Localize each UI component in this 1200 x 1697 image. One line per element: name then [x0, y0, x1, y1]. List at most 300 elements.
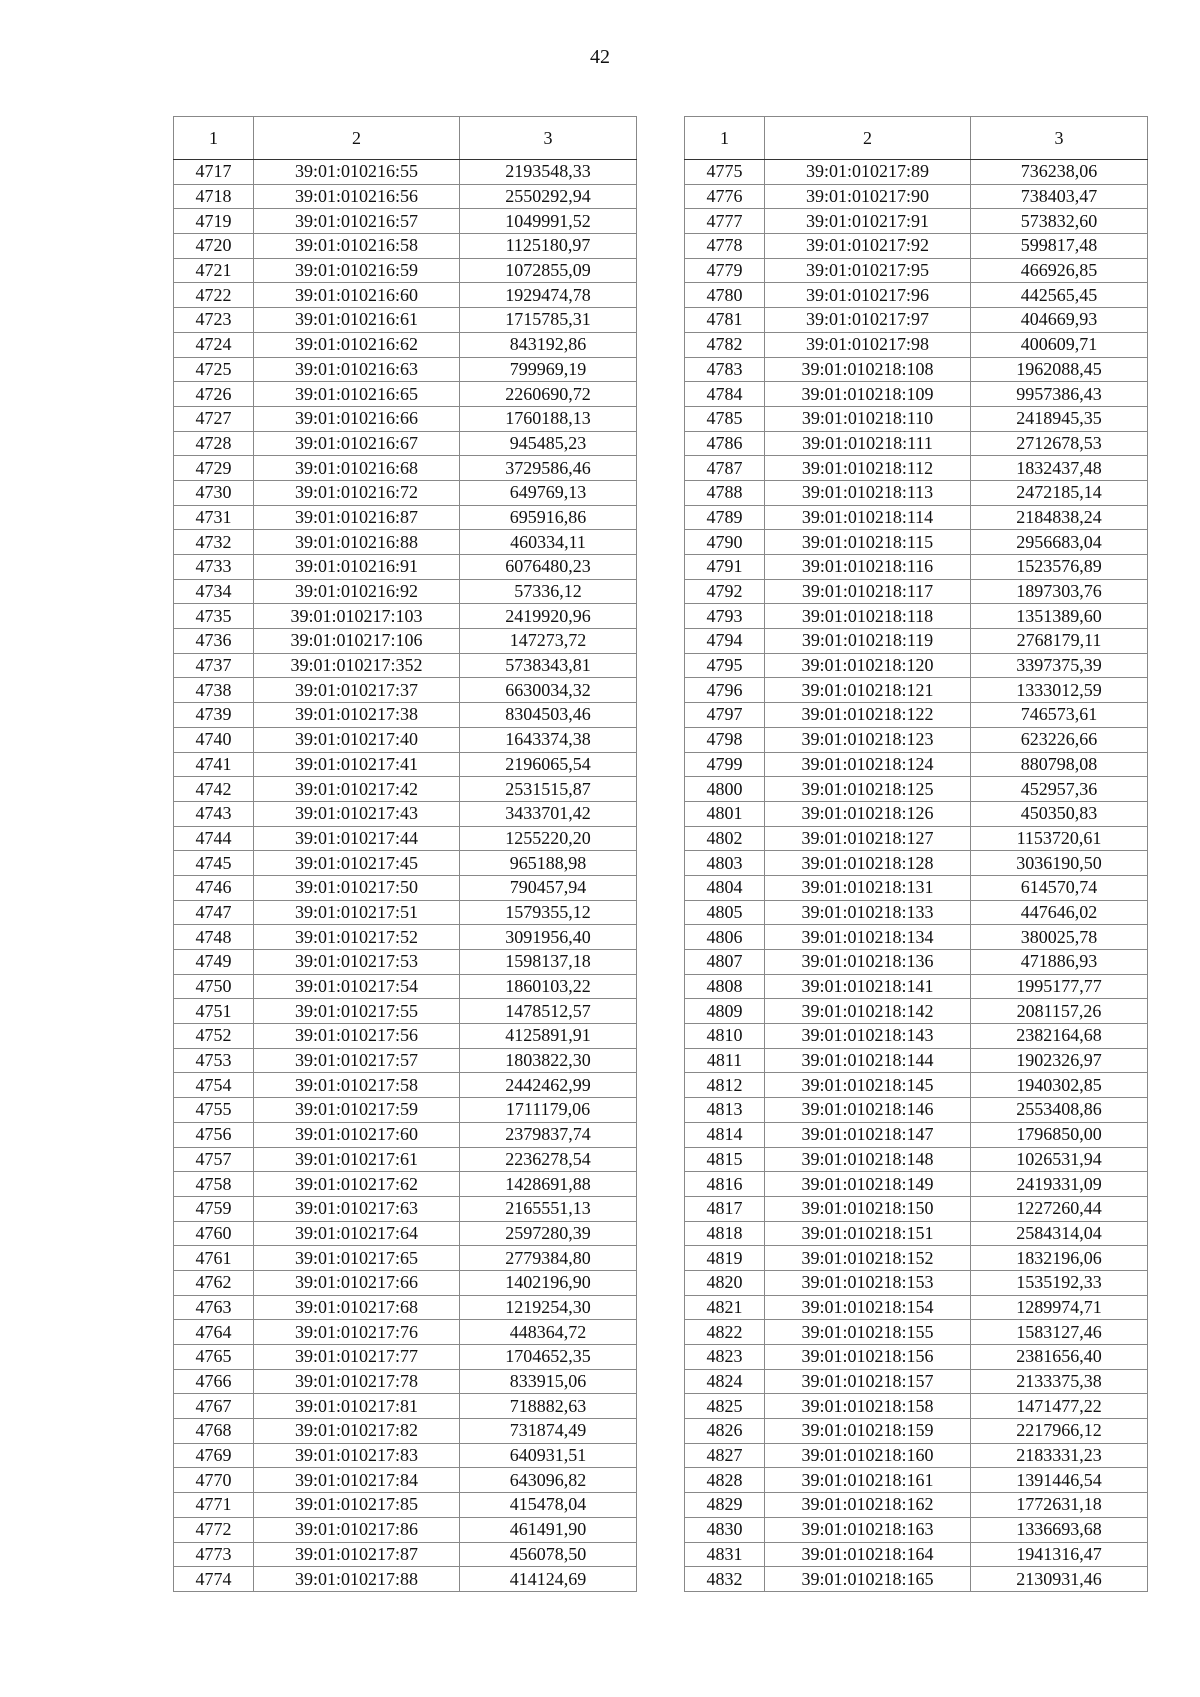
- value-cell: 8304503,46: [460, 703, 637, 728]
- table-row: [685, 801, 1148, 826]
- cadastral-number-cell: 39:01:010218:144: [765, 1048, 971, 1073]
- table-row: [174, 1345, 637, 1370]
- row-number-cell: 4740: [174, 727, 254, 752]
- value-cell: 2418945,35: [971, 406, 1148, 431]
- value-cell: 2419920,96: [460, 604, 637, 629]
- row-number-cell: 4751: [174, 999, 254, 1024]
- table-row: [685, 1542, 1148, 1567]
- table-row: [174, 1567, 637, 1592]
- row-number-cell: 4767: [174, 1394, 254, 1419]
- cadastral-number-cell: 39:01:010218:147: [765, 1122, 971, 1147]
- cadastral-number-cell: 39:01:010217:83: [254, 1443, 460, 1468]
- table-row: [685, 480, 1148, 505]
- row-number-cell: 4772: [174, 1517, 254, 1542]
- value-cell: 1760188,13: [460, 406, 637, 431]
- value-cell: 2193548,33: [460, 160, 637, 185]
- cadastral-number-cell: 39:01:010218:145: [765, 1073, 971, 1098]
- table-row: [685, 1122, 1148, 1147]
- cadastral-number-cell: 39:01:010217:56: [254, 1024, 460, 1049]
- value-cell: 414124,69: [460, 1567, 637, 1592]
- row-number-cell: 4825: [685, 1394, 765, 1419]
- table-row: [685, 1345, 1148, 1370]
- table-row: [685, 1098, 1148, 1123]
- table-row: [174, 1295, 637, 1320]
- value-cell: 2217966,12: [971, 1419, 1148, 1444]
- row-number-cell: 4819: [685, 1246, 765, 1271]
- row-number-cell: 4743: [174, 801, 254, 826]
- value-cell: 643096,82: [460, 1468, 637, 1493]
- row-number-cell: 4721: [174, 258, 254, 283]
- table-row: [685, 1024, 1148, 1049]
- cadastral-number-cell: 39:01:010216:66: [254, 406, 460, 431]
- row-number-cell: 4732: [174, 530, 254, 555]
- cadastral-number-cell: 39:01:010218:126: [765, 801, 971, 826]
- value-cell: 2550292,94: [460, 184, 637, 209]
- cadastral-number-cell: 39:01:010218:118: [765, 604, 971, 629]
- table-row: [685, 1394, 1148, 1419]
- cadastral-number-cell: 39:01:010217:91: [765, 209, 971, 234]
- cadastral-number-cell: 39:01:010217:76: [254, 1320, 460, 1345]
- table-row: [174, 851, 637, 876]
- cadastral-number-cell: 39:01:010217:50: [254, 875, 460, 900]
- cadastral-number-cell: 39:01:010217:82: [254, 1419, 460, 1444]
- row-number-cell: 4779: [685, 258, 765, 283]
- cadastral-number-cell: 39:01:010216:68: [254, 456, 460, 481]
- value-cell: 2419331,09: [971, 1172, 1148, 1197]
- table-row: [685, 1369, 1148, 1394]
- value-cell: 3036190,50: [971, 851, 1148, 876]
- cadastral-number-cell: 39:01:010217:66: [254, 1270, 460, 1295]
- row-number-cell: 4726: [174, 382, 254, 407]
- cadastral-number-cell: 39:01:010216:58: [254, 234, 460, 259]
- cadastral-number-cell: 39:01:010218:165: [765, 1567, 971, 1592]
- row-number-cell: 4758: [174, 1172, 254, 1197]
- table-row: [685, 1419, 1148, 1444]
- right-table: [684, 116, 1148, 1592]
- cadastral-number-cell: 39:01:010216:65: [254, 382, 460, 407]
- row-number-cell: 4761: [174, 1246, 254, 1271]
- cadastral-number-cell: 39:01:010217:55: [254, 999, 460, 1024]
- value-cell: 2196065,54: [460, 752, 637, 777]
- table-row: [685, 1172, 1148, 1197]
- cadastral-number-cell: 39:01:010217:61: [254, 1147, 460, 1172]
- table-row: [685, 925, 1148, 950]
- cadastral-number-cell: 39:01:010217:44: [254, 826, 460, 851]
- row-number-cell: 4827: [685, 1443, 765, 1468]
- row-number-cell: 4762: [174, 1270, 254, 1295]
- row-number-cell: 4768: [174, 1419, 254, 1444]
- table-row: [174, 283, 637, 308]
- cadastral-number-cell: 39:01:010217:60: [254, 1122, 460, 1147]
- table-row: [685, 604, 1148, 629]
- row-number-cell: 4752: [174, 1024, 254, 1049]
- row-number-cell: 4781: [685, 308, 765, 333]
- table-row: [685, 283, 1148, 308]
- table-row: [685, 1517, 1148, 1542]
- header-cell-1: 1: [685, 117, 765, 160]
- table-row: [685, 1196, 1148, 1221]
- cadastral-number-cell: 39:01:010218:117: [765, 579, 971, 604]
- value-cell: 1579355,12: [460, 900, 637, 925]
- row-number-cell: 4807: [685, 950, 765, 975]
- row-number-cell: 4792: [685, 579, 765, 604]
- cadastral-number-cell: 39:01:010217:37: [254, 678, 460, 703]
- value-cell: 2184838,24: [971, 505, 1148, 530]
- header-cell-3: 3: [971, 117, 1148, 160]
- value-cell: 1643374,38: [460, 727, 637, 752]
- row-number-cell: 4790: [685, 530, 765, 555]
- table-row: [174, 629, 637, 654]
- cadastral-number-cell: 39:01:010216:91: [254, 555, 460, 580]
- value-cell: 471886,93: [971, 950, 1148, 975]
- value-cell: 1535192,33: [971, 1270, 1148, 1295]
- cadastral-number-cell: 39:01:010217:87: [254, 1542, 460, 1567]
- table-row: [685, 777, 1148, 802]
- cadastral-number-cell: 39:01:010218:155: [765, 1320, 971, 1345]
- table-row: [174, 505, 637, 530]
- cadastral-number-cell: 39:01:010217:88: [254, 1567, 460, 1592]
- row-number-cell: 4737: [174, 653, 254, 678]
- row-number-cell: 4739: [174, 703, 254, 728]
- cadastral-number-cell: 39:01:010218:136: [765, 950, 971, 975]
- row-number-cell: 4719: [174, 209, 254, 234]
- cadastral-number-cell: 39:01:010217:54: [254, 974, 460, 999]
- cadastral-number-cell: 39:01:010218:112: [765, 456, 971, 481]
- cadastral-number-cell: 39:01:010218:158: [765, 1394, 971, 1419]
- table-row: [174, 1270, 637, 1295]
- right-table-header: [685, 117, 1148, 160]
- cadastral-number-cell: 39:01:010217:43: [254, 801, 460, 826]
- table-row: [685, 530, 1148, 555]
- cadastral-number-cell: 39:01:010217:352: [254, 653, 460, 678]
- value-cell: 2165551,13: [460, 1196, 637, 1221]
- value-cell: 3397375,39: [971, 653, 1148, 678]
- value-cell: 1796850,00: [971, 1122, 1148, 1147]
- row-number-cell: 4803: [685, 851, 765, 876]
- table-row: [174, 1394, 637, 1419]
- cadastral-number-cell: 39:01:010217:98: [765, 332, 971, 357]
- table-row: [174, 1369, 637, 1394]
- row-number-cell: 4774: [174, 1567, 254, 1592]
- row-number-cell: 4791: [685, 555, 765, 580]
- cadastral-number-cell: 39:01:010217:78: [254, 1369, 460, 1394]
- table-row: [685, 974, 1148, 999]
- row-number-cell: 4796: [685, 678, 765, 703]
- row-number-cell: 4798: [685, 727, 765, 752]
- cadastral-number-cell: 39:01:010217:65: [254, 1246, 460, 1271]
- header-row: [174, 117, 637, 160]
- cadastral-number-cell: 39:01:010216:92: [254, 579, 460, 604]
- row-number-cell: 4778: [685, 234, 765, 259]
- value-cell: 623226,66: [971, 727, 1148, 752]
- table-row: [174, 209, 637, 234]
- table-row: [174, 555, 637, 580]
- table-row: [685, 1246, 1148, 1271]
- row-number-cell: 4769: [174, 1443, 254, 1468]
- value-cell: 461491,90: [460, 1517, 637, 1542]
- cadastral-number-cell: 39:01:010216:88: [254, 530, 460, 555]
- cadastral-number-cell: 39:01:010218:152: [765, 1246, 971, 1271]
- value-cell: 1772631,18: [971, 1493, 1148, 1518]
- value-cell: 731874,49: [460, 1419, 637, 1444]
- value-cell: 1219254,30: [460, 1295, 637, 1320]
- value-cell: 1255220,20: [460, 826, 637, 851]
- value-cell: 965188,98: [460, 851, 637, 876]
- row-number-cell: 4831: [685, 1542, 765, 1567]
- value-cell: 1929474,78: [460, 283, 637, 308]
- cadastral-number-cell: 39:01:010218:151: [765, 1221, 971, 1246]
- cadastral-number-cell: 39:01:010216:56: [254, 184, 460, 209]
- row-number-cell: 4811: [685, 1048, 765, 1073]
- row-number-cell: 4745: [174, 851, 254, 876]
- row-number-cell: 4812: [685, 1073, 765, 1098]
- table-row: [685, 332, 1148, 357]
- row-number-cell: 4806: [685, 925, 765, 950]
- row-number-cell: 4730: [174, 480, 254, 505]
- table-row: [174, 826, 637, 851]
- row-number-cell: 4795: [685, 653, 765, 678]
- cadastral-number-cell: 39:01:010217:51: [254, 900, 460, 925]
- table-row: [685, 555, 1148, 580]
- row-number-cell: 4718: [174, 184, 254, 209]
- row-number-cell: 4748: [174, 925, 254, 950]
- cadastral-number-cell: 39:01:010217:53: [254, 950, 460, 975]
- table-row: [685, 258, 1148, 283]
- value-cell: 640931,51: [460, 1443, 637, 1468]
- row-number-cell: 4744: [174, 826, 254, 851]
- value-cell: 1391446,54: [971, 1468, 1148, 1493]
- cadastral-number-cell: 39:01:010218:115: [765, 530, 971, 555]
- row-number-cell: 4784: [685, 382, 765, 407]
- row-number-cell: 4735: [174, 604, 254, 629]
- value-cell: 2133375,38: [971, 1369, 1148, 1394]
- table-row: [685, 1073, 1148, 1098]
- value-cell: 1897303,76: [971, 579, 1148, 604]
- table-row: [685, 1493, 1148, 1518]
- cadastral-number-cell: 39:01:010218:131: [765, 875, 971, 900]
- row-number-cell: 4733: [174, 555, 254, 580]
- value-cell: 1902326,97: [971, 1048, 1148, 1073]
- row-number-cell: 4776: [685, 184, 765, 209]
- row-number-cell: 4723: [174, 308, 254, 333]
- cadastral-number-cell: 39:01:010218:119: [765, 629, 971, 654]
- cadastral-number-cell: 39:01:010218:160: [765, 1443, 971, 1468]
- value-cell: 1402196,90: [460, 1270, 637, 1295]
- row-number-cell: 4749: [174, 950, 254, 975]
- value-cell: 2183331,23: [971, 1443, 1148, 1468]
- row-number-cell: 4783: [685, 357, 765, 382]
- cadastral-number-cell: 39:01:010217:52: [254, 925, 460, 950]
- cadastral-number-cell: 39:01:010216:60: [254, 283, 460, 308]
- cadastral-number-cell: 39:01:010217:90: [765, 184, 971, 209]
- table-row: [174, 999, 637, 1024]
- table-row: [174, 1073, 637, 1098]
- table-row: [685, 1443, 1148, 1468]
- table-row: [685, 456, 1148, 481]
- cadastral-number-cell: 39:01:010216:67: [254, 431, 460, 456]
- table-row: [685, 678, 1148, 703]
- row-number-cell: 4763: [174, 1295, 254, 1320]
- table-row: [174, 1246, 637, 1271]
- row-number-cell: 4760: [174, 1221, 254, 1246]
- value-cell: 3729586,46: [460, 456, 637, 481]
- row-number-cell: 4815: [685, 1147, 765, 1172]
- row-number-cell: 4828: [685, 1468, 765, 1493]
- row-number-cell: 4829: [685, 1493, 765, 1518]
- table-row: [174, 258, 637, 283]
- row-number-cell: 4773: [174, 1542, 254, 1567]
- row-number-cell: 4738: [174, 678, 254, 703]
- value-cell: 1428691,88: [460, 1172, 637, 1197]
- table-row: [174, 406, 637, 431]
- row-number-cell: 4817: [685, 1196, 765, 1221]
- value-cell: 456078,50: [460, 1542, 637, 1567]
- cadastral-number-cell: 39:01:010217:59: [254, 1098, 460, 1123]
- value-cell: 718882,63: [460, 1394, 637, 1419]
- row-number-cell: 4822: [685, 1320, 765, 1345]
- row-number-cell: 4724: [174, 332, 254, 357]
- value-cell: 5738343,81: [460, 653, 637, 678]
- row-number-cell: 4800: [685, 777, 765, 802]
- table-row: [174, 1443, 637, 1468]
- value-cell: 1478512,57: [460, 999, 637, 1024]
- table-row: [174, 1517, 637, 1542]
- row-number-cell: 4787: [685, 456, 765, 481]
- cadastral-number-cell: 39:01:010218:125: [765, 777, 971, 802]
- cadastral-number-cell: 39:01:010216:62: [254, 332, 460, 357]
- table-row: [685, 900, 1148, 925]
- table-row: [685, 406, 1148, 431]
- cadastral-number-cell: 39:01:010218:108: [765, 357, 971, 382]
- row-number-cell: 4771: [174, 1493, 254, 1518]
- table-row: [685, 826, 1148, 851]
- page-number: 42: [590, 46, 610, 68]
- value-cell: 9957386,43: [971, 382, 1148, 407]
- value-cell: 1941316,47: [971, 1542, 1148, 1567]
- row-number-cell: 4734: [174, 579, 254, 604]
- value-cell: 2597280,39: [460, 1221, 637, 1246]
- row-number-cell: 4780: [685, 283, 765, 308]
- value-cell: 1715785,31: [460, 308, 637, 333]
- value-cell: 2442462,99: [460, 1073, 637, 1098]
- value-cell: 6630034,32: [460, 678, 637, 703]
- table-row: [174, 382, 637, 407]
- table-row: [174, 1320, 637, 1345]
- value-cell: 2768179,11: [971, 629, 1148, 654]
- cadastral-number-cell: 39:01:010216:63: [254, 357, 460, 382]
- value-cell: 649769,13: [460, 480, 637, 505]
- value-cell: 1832196,06: [971, 1246, 1148, 1271]
- cadastral-number-cell: 39:01:010218:143: [765, 1024, 971, 1049]
- cadastral-number-cell: 39:01:010217:92: [765, 234, 971, 259]
- value-cell: 442565,45: [971, 283, 1148, 308]
- cadastral-number-cell: 39:01:010216:59: [254, 258, 460, 283]
- value-cell: 2236278,54: [460, 1147, 637, 1172]
- value-cell: 415478,04: [460, 1493, 637, 1518]
- value-cell: 6076480,23: [460, 555, 637, 580]
- table-row: [174, 678, 637, 703]
- cadastral-number-cell: 39:01:010218:109: [765, 382, 971, 407]
- value-cell: 573832,60: [971, 209, 1148, 234]
- value-cell: 695916,86: [460, 505, 637, 530]
- value-cell: 2584314,04: [971, 1221, 1148, 1246]
- table-row: [685, 308, 1148, 333]
- row-number-cell: 4722: [174, 283, 254, 308]
- table-row: [174, 332, 637, 357]
- table-row: [174, 1147, 637, 1172]
- table-row: [685, 505, 1148, 530]
- value-cell: 1471477,22: [971, 1394, 1148, 1419]
- table-row: [685, 752, 1148, 777]
- row-number-cell: 4755: [174, 1098, 254, 1123]
- cadastral-number-cell: 39:01:010218:142: [765, 999, 971, 1024]
- row-number-cell: 4757: [174, 1147, 254, 1172]
- cadastral-number-cell: 39:01:010218:146: [765, 1098, 971, 1123]
- left-table-body: [174, 160, 637, 1592]
- row-number-cell: 4813: [685, 1098, 765, 1123]
- row-number-cell: 4717: [174, 160, 254, 185]
- table-row: [174, 875, 637, 900]
- cadastral-number-cell: 39:01:010217:103: [254, 604, 460, 629]
- row-number-cell: 4814: [685, 1122, 765, 1147]
- cadastral-number-cell: 39:01:010217:81: [254, 1394, 460, 1419]
- value-cell: 1962088,45: [971, 357, 1148, 382]
- cadastral-number-cell: 39:01:010216:87: [254, 505, 460, 530]
- row-number-cell: 4754: [174, 1073, 254, 1098]
- table-row: [685, 382, 1148, 407]
- table-row: [685, 950, 1148, 975]
- right-table-body: [685, 160, 1148, 1592]
- cadastral-number-cell: 39:01:010218:133: [765, 900, 971, 925]
- value-cell: 1072855,09: [460, 258, 637, 283]
- cadastral-number-cell: 39:01:010217:68: [254, 1295, 460, 1320]
- cadastral-number-cell: 39:01:010216:61: [254, 308, 460, 333]
- table-row: [174, 1024, 637, 1049]
- cadastral-number-cell: 39:01:010217:57: [254, 1048, 460, 1073]
- table-row: [174, 801, 637, 826]
- row-number-cell: 4830: [685, 1517, 765, 1542]
- row-number-cell: 4725: [174, 357, 254, 382]
- table-row: [174, 184, 637, 209]
- value-cell: 614570,74: [971, 875, 1148, 900]
- table-row: [174, 950, 637, 975]
- row-number-cell: 4797: [685, 703, 765, 728]
- table-row: [685, 875, 1148, 900]
- row-number-cell: 4766: [174, 1369, 254, 1394]
- cadastral-number-cell: 39:01:010217:41: [254, 752, 460, 777]
- row-number-cell: 4788: [685, 480, 765, 505]
- row-number-cell: 4801: [685, 801, 765, 826]
- value-cell: 2553408,86: [971, 1098, 1148, 1123]
- cadastral-number-cell: 39:01:010217:95: [765, 258, 971, 283]
- row-number-cell: 4809: [685, 999, 765, 1024]
- cadastral-number-cell: 39:01:010218:111: [765, 431, 971, 456]
- value-cell: 1333012,59: [971, 678, 1148, 703]
- table-row: [174, 1172, 637, 1197]
- row-number-cell: 4720: [174, 234, 254, 259]
- cadastral-number-cell: 39:01:010218:134: [765, 925, 971, 950]
- table-row: [174, 900, 637, 925]
- value-cell: 1803822,30: [460, 1048, 637, 1073]
- row-number-cell: 4805: [685, 900, 765, 925]
- table-row: [174, 703, 637, 728]
- table-row: [685, 851, 1148, 876]
- row-number-cell: 4794: [685, 629, 765, 654]
- value-cell: 1995177,77: [971, 974, 1148, 999]
- cadastral-number-cell: 39:01:010218:114: [765, 505, 971, 530]
- value-cell: 452957,36: [971, 777, 1148, 802]
- cadastral-number-cell: 39:01:010217:97: [765, 308, 971, 333]
